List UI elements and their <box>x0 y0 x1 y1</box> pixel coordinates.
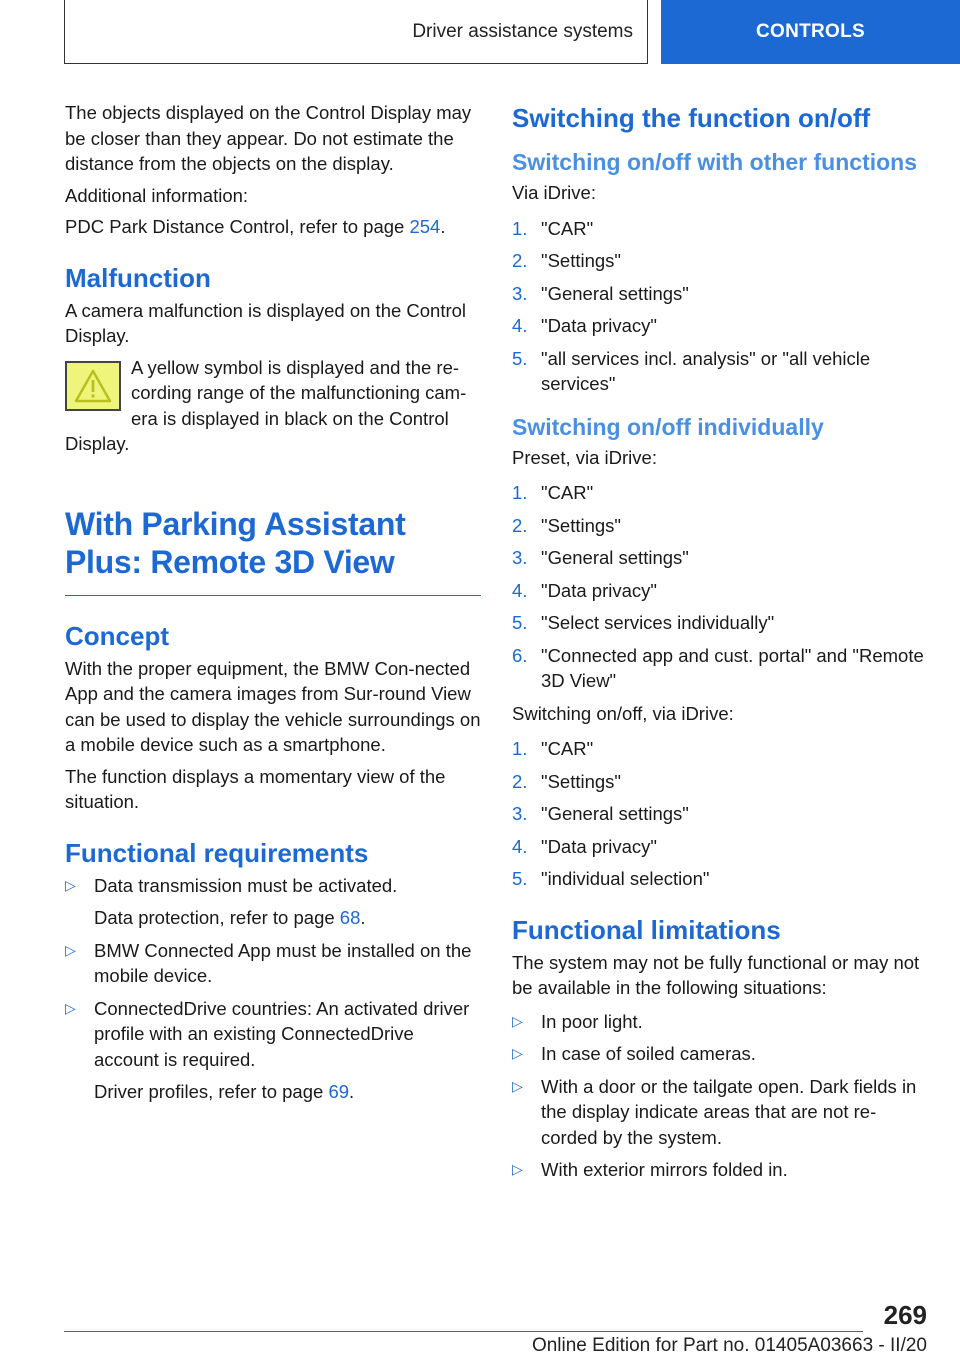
list-item: 1. "CAR" <box>512 482 594 503</box>
requirement-text: BMW Connected App must be installed on the mobile device. <box>94 939 472 986</box>
section-title: Driver assistance systems <box>412 20 633 42</box>
triangle-bullet-icon: ▷ <box>65 999 76 1016</box>
malfunction-paragraph: A camera malfunction is displayed on the Control Display. <box>65 299 467 346</box>
requirements-list <box>65 873 481 1105</box>
triangle-bullet-icon: ▷ <box>65 876 76 893</box>
list-item <box>65 996 481 1105</box>
limitations-heading: Functional limitations <box>512 914 781 945</box>
triangle-bullet-icon: ▷ <box>512 1077 523 1094</box>
individually-intro: Preset, via iDrive: <box>512 446 657 468</box>
list-item: 2. "Settings" <box>512 770 621 792</box>
individually-steps-list-2 <box>512 736 932 892</box>
warning-text: A yellow symbol is displayed and the re‐cording range of the malfunctioning cam‐era is displayed in black on the Control Display. <box>65 356 467 454</box>
footer-edition: Online Edition for Part no. 01405A03663 - II/20 <box>531 1335 927 1356</box>
list-item: 4. "Data privacy" <box>512 579 657 601</box>
list-item: 6. "Connected app and cust. portal" and "Remote 3D View" <box>512 644 924 691</box>
intro-paragraph-3: PDC Park Distance Control, refer to page 254. <box>65 216 446 237</box>
limitations-intro: The system may not be fully functional or may not be available in the following situations: <box>512 951 920 998</box>
list-item: ▷ In case of soiled cameras. <box>512 1041 932 1067</box>
chapter-tab-label: CONTROLS <box>755 21 865 42</box>
left-column <box>65 100 481 1112</box>
sub-ref-text: Data protection, refer to page <box>94 907 340 928</box>
list-item: ▷ With a door or the tailgate open. Dark fields in the display indicate areas that are not re‐corded by the system. <box>512 1075 917 1148</box>
header-chapter-tab[interactable] <box>661 0 960 64</box>
page-link-68[interactable]: 68 <box>339 907 361 928</box>
intro-ref-text: PDC Park Distance Control, refer to page <box>65 216 410 237</box>
list-item: 5. "individual selection" <box>512 868 710 889</box>
main-section-heading: With Parking Assistant Plus: Remote 3D View <box>65 505 481 596</box>
individually-steps-list <box>512 480 932 694</box>
requirement-text: ConnectedDrive countries: An activated driver profile with an existing ConnectedDrive account is required. <box>94 997 470 1070</box>
concept-paragraph-1: With the proper equipment, the BMW Con‐nected App and the camera images from Sur‐round View can be used to display the vehicle surroundings on a mobile device such as a smartphone. <box>65 657 481 755</box>
page-number: 269 <box>883 1300 927 1330</box>
footer-divider <box>64 1331 863 1332</box>
list-item: 1. "CAR" <box>512 217 594 239</box>
requirement-text: Data transmission must be activated. <box>94 874 398 896</box>
malfunction-heading: Malfunction <box>65 262 211 293</box>
other-steps-list <box>512 216 932 397</box>
individually-heading: Switching on/off individually <box>512 413 824 440</box>
right-column <box>512 100 932 1190</box>
warning-note <box>65 355 481 463</box>
concept-paragraph-2: The function displays a momentary view of the situation. <box>65 765 446 812</box>
list-item: 3. "General settings" <box>512 803 689 824</box>
other-intro: Via iDrive: <box>512 182 596 203</box>
list-item: 5. "all services incl. analysis" or "all vehicle services" <box>512 347 871 394</box>
list-item: 2. "Settings" <box>512 514 621 536</box>
sub-ref-text: Driver profiles, refer to page <box>94 1081 329 1102</box>
concept-heading: Concept <box>65 620 169 651</box>
list-item: 1. "CAR" <box>512 738 594 759</box>
switching-heading: Switching the function on/off <box>512 103 871 133</box>
triangle-bullet-icon: ▷ <box>512 1161 523 1177</box>
header-section-title <box>64 0 648 64</box>
list-item: ▷ In poor light. <box>512 1009 932 1035</box>
list-item: 4. "Data privacy" <box>512 315 657 336</box>
list-item <box>65 873 481 931</box>
page-link-254[interactable]: 254 <box>409 216 441 237</box>
requirement-subtext: Driver profiles, refer to page 69. <box>94 1081 355 1102</box>
list-item: 5. "Select services individually" <box>512 612 775 633</box>
requirements-heading: Functional requirements <box>65 837 369 868</box>
limitations-list <box>512 1009 932 1183</box>
list-item: 4. "Data privacy" <box>512 835 657 857</box>
requirement-subtext: Data protection, refer to page 68. <box>94 907 366 928</box>
intro-paragraph-2: Additional information: <box>65 184 249 206</box>
intro-paragraph-1: The objects displayed on the Control Display may be closer than they appear. Do not estimate the distance from the objects on the display. <box>65 102 472 174</box>
list-item <box>65 938 481 989</box>
list-item: ▷ With exterior mirrors folded in. <box>512 1157 932 1183</box>
triangle-bullet-icon: ▷ <box>65 941 76 958</box>
individually-intro-2: Switching on/off, via iDrive: <box>512 702 734 724</box>
list-item: 2. "Settings" <box>512 250 621 271</box>
list-item: 3. "General settings" <box>512 547 689 568</box>
warning-triangle-icon <box>65 361 121 411</box>
triangle-bullet-icon: ▷ <box>512 1012 523 1029</box>
list-item: 3. "General settings" <box>512 282 689 304</box>
page-link-69[interactable]: 69 <box>328 1081 350 1102</box>
triangle-bullet-icon: ▷ <box>512 1045 523 1061</box>
other-functions-heading: Switching on/off with other functions <box>512 149 918 175</box>
